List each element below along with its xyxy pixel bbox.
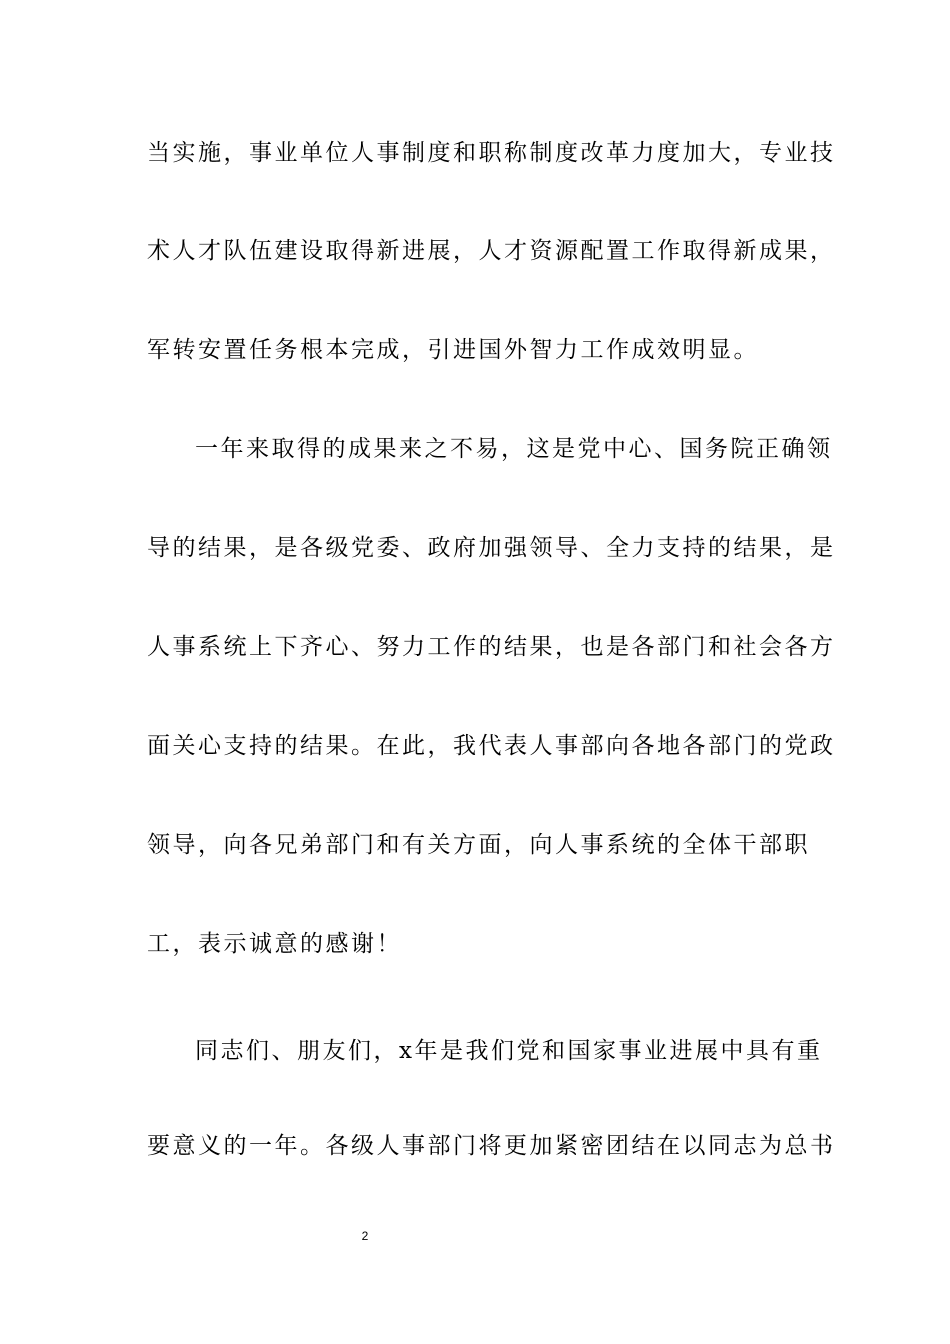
text-line-6: 人事系统上下齐心、努力工作的结果，也是各部门和社会各方 (147, 634, 836, 660)
text-line-4: 一年来取得的成果来之不易，这是党中心、国务院正确领 (195, 436, 833, 462)
text-line-5: 导的结果，是各级党委、政府加强领导、全力支持的结果，是 (147, 535, 836, 561)
text-line-7: 面关心支持的结果。在此，我代表人事部向各地各部门的党政 (147, 733, 836, 759)
text-line-9: 工，表示诚意的感谢！ (147, 931, 402, 957)
page-number: 2 (361, 1229, 369, 1243)
text-line-10: 同志们、朋友们，x年是我们党和国家事业进展中具有重 (195, 1038, 823, 1064)
text-line-3: 军转安置任务根本完成，引进国外智力工作成效明显。 (147, 337, 759, 363)
text-line-8: 领导，向各兄弟部门和有关方面，向人事系统的全体干部职 (147, 832, 810, 858)
text-line-11: 要意义的一年。各级人事部门将更加紧密团结在以同志为总书 (147, 1133, 836, 1159)
text-line-2: 术人才队伍建设取得新进展，人才资源配置工作取得新成果， (147, 238, 836, 264)
text-line-1: 当实施，事业单位人事制度和职称制度改革力度加大，专业技 (147, 140, 836, 166)
